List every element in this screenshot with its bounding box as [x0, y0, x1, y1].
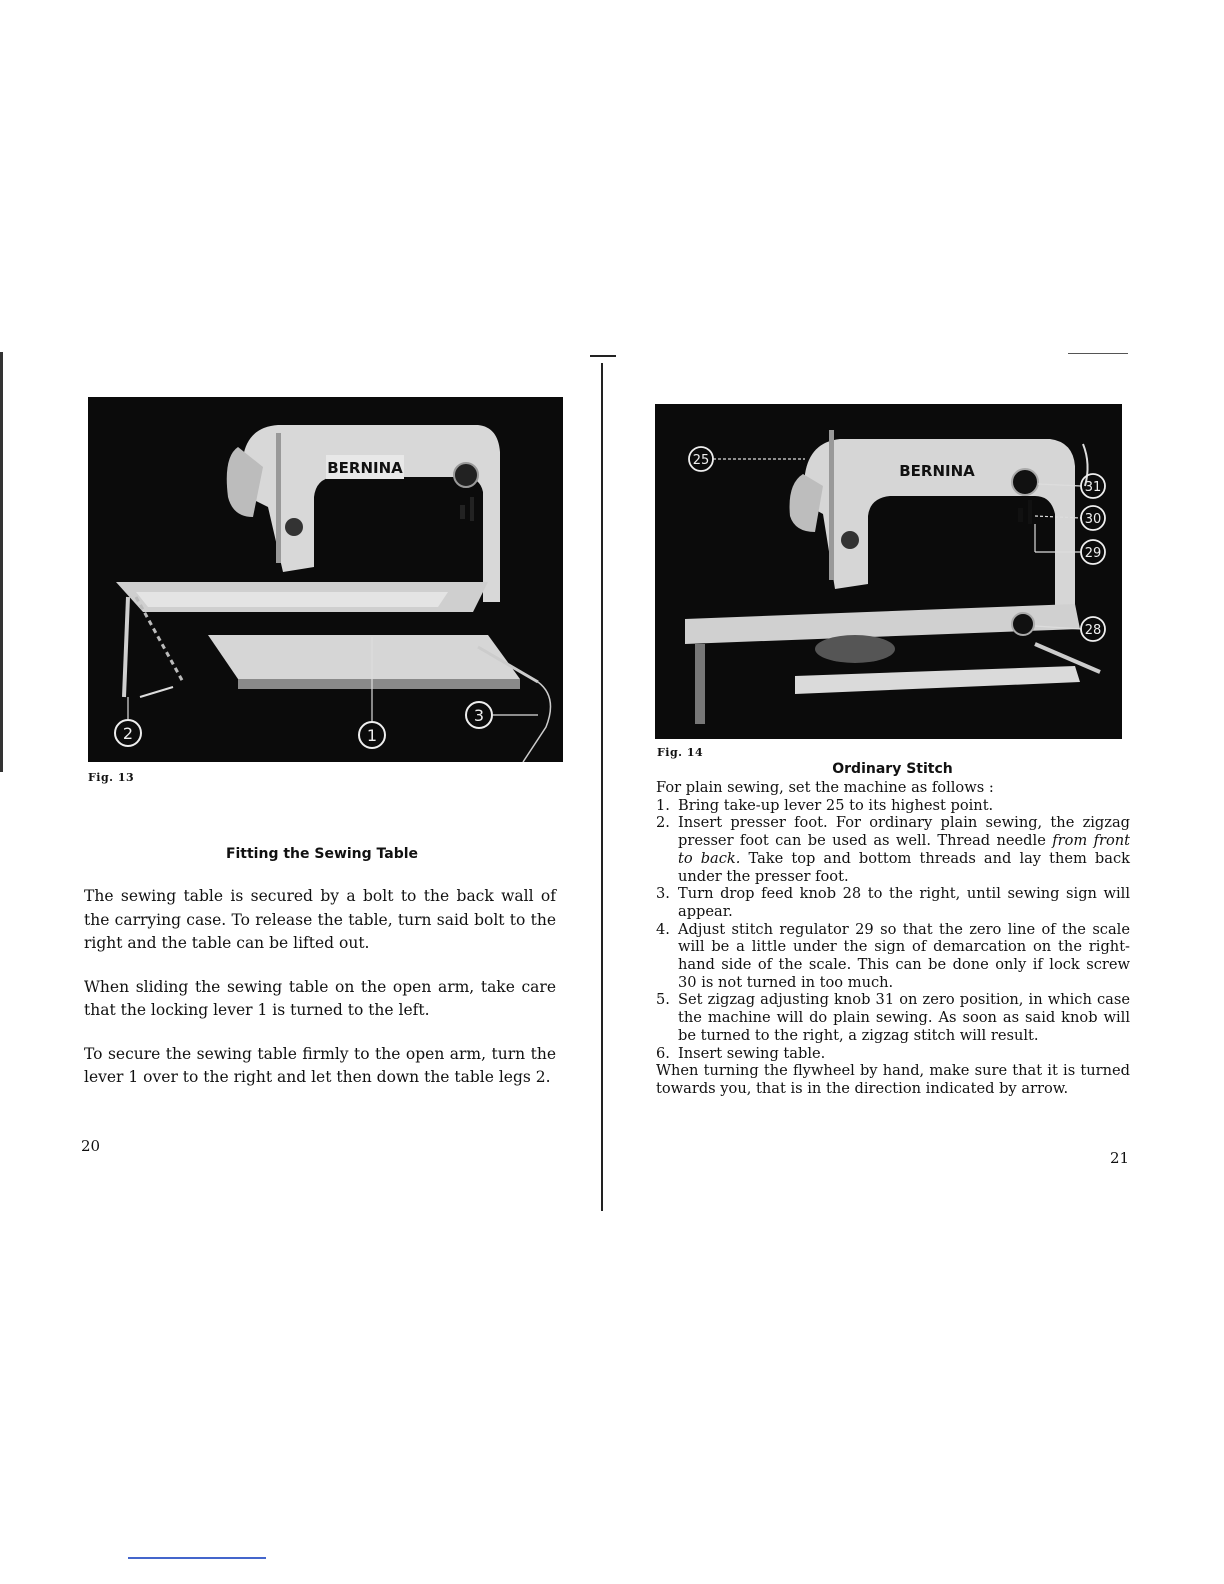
step-number: 2. — [656, 814, 670, 832]
fig13-callout-3: 3 — [473, 706, 485, 725]
right-page-heading: Ordinary Stitch — [832, 761, 953, 777]
fig13-callout-2: 2 — [122, 724, 134, 743]
left-paragraph-2: When sliding the sewing table on the open arm, take care that the locking lever 1 is turned to the left. — [84, 977, 556, 1019]
step-number: 6. — [656, 1044, 670, 1062]
left-paragraph-3: To secure the sewing table firmly to the open arm, turn the lever 1 over to the right and let then down the table legs 2. — [84, 1044, 556, 1086]
list-item — [656, 885, 1130, 920]
fig14-callout-25: 25 — [692, 453, 710, 468]
right-closing: When turning the flywheel by hand, make sure that it is turned towards you, that is in the direction indicated by arrow. — [656, 1062, 1130, 1097]
figure-14-caption: Fig. 14 — [657, 746, 704, 759]
list-item — [656, 797, 1130, 815]
step-text: Turn drop feed knob 28 to the right, until sewing sign will appear. — [678, 885, 1130, 920]
fig13-callout-1: 1 — [366, 726, 378, 745]
step-number: 5. — [656, 991, 670, 1009]
left-edge-mark — [0, 352, 3, 772]
figure-13-caption: Fig. 13 — [88, 771, 135, 784]
step-number: 1. — [656, 796, 670, 814]
list-item — [656, 991, 1130, 1044]
step-text: Bring take-up lever 25 to its highest point. — [678, 796, 994, 814]
right-page-number: 21 — [1110, 1149, 1130, 1167]
sewing-machine-with-table-illustration — [88, 397, 563, 762]
step-text: Set zigzag adjusting knob 31 on zero position, in which case the machine will do plain sewing. As soon as said knob will be turned to the right, a zigzag stitch will result. — [678, 991, 1130, 1044]
figure-14-photo — [655, 404, 1122, 739]
center-fold-line — [601, 363, 603, 1211]
fig13-brand: BERNINA — [327, 459, 403, 477]
step-text: Insert sewing table. — [678, 1044, 826, 1062]
fig14-callout-31: 31 — [1084, 480, 1102, 495]
left-page-number: 20 — [81, 1137, 101, 1155]
step-emphasis: from front to back. — [678, 832, 1130, 867]
bottom-edge-mark — [128, 1557, 266, 1559]
step-text-continued: Take top and bottom threads and lay them back under the presser foot. — [678, 849, 1130, 885]
center-fold-tick — [590, 355, 616, 357]
left-paragraph-1: The sewing table is secured by a bolt to the back wall of the carrying case. To release the table, turn said bolt to the right and the table can be lifted out. — [84, 887, 556, 952]
figure-13-photo — [88, 397, 563, 762]
fig14-brand: BERNINA — [899, 462, 975, 480]
fig14-callout-28: 28 — [1084, 623, 1102, 638]
step-number: 3. — [656, 885, 670, 903]
right-page-body — [656, 779, 1130, 1098]
list-item — [656, 814, 1130, 885]
step-text: Insert presser foot. For ordinary plain sewing, the zigzag presser foot can be used as well. Thread needle — [678, 814, 1130, 850]
list-item — [656, 1045, 1130, 1063]
setup-steps-list — [656, 797, 1130, 1063]
right-intro: For plain sewing, set the machine as follows : — [656, 779, 994, 796]
fig14-callout-29: 29 — [1084, 546, 1102, 561]
step-text: Adjust stitch regulator 29 so that the zero line of the scale will be a little under the sign of demarcation on the right-hand side of the scale. This can be done only if lock screw 30 is not turned in too much. — [678, 920, 1130, 991]
sewing-machine-controls-illustration — [655, 404, 1122, 739]
left-page-body — [84, 885, 556, 1090]
fig14-callout-30: 30 — [1084, 512, 1102, 527]
top-right-edge-mark — [1068, 353, 1128, 354]
list-item — [656, 921, 1130, 992]
left-page-heading: Fitting the Sewing Table — [225, 846, 419, 862]
step-number: 4. — [656, 920, 670, 938]
